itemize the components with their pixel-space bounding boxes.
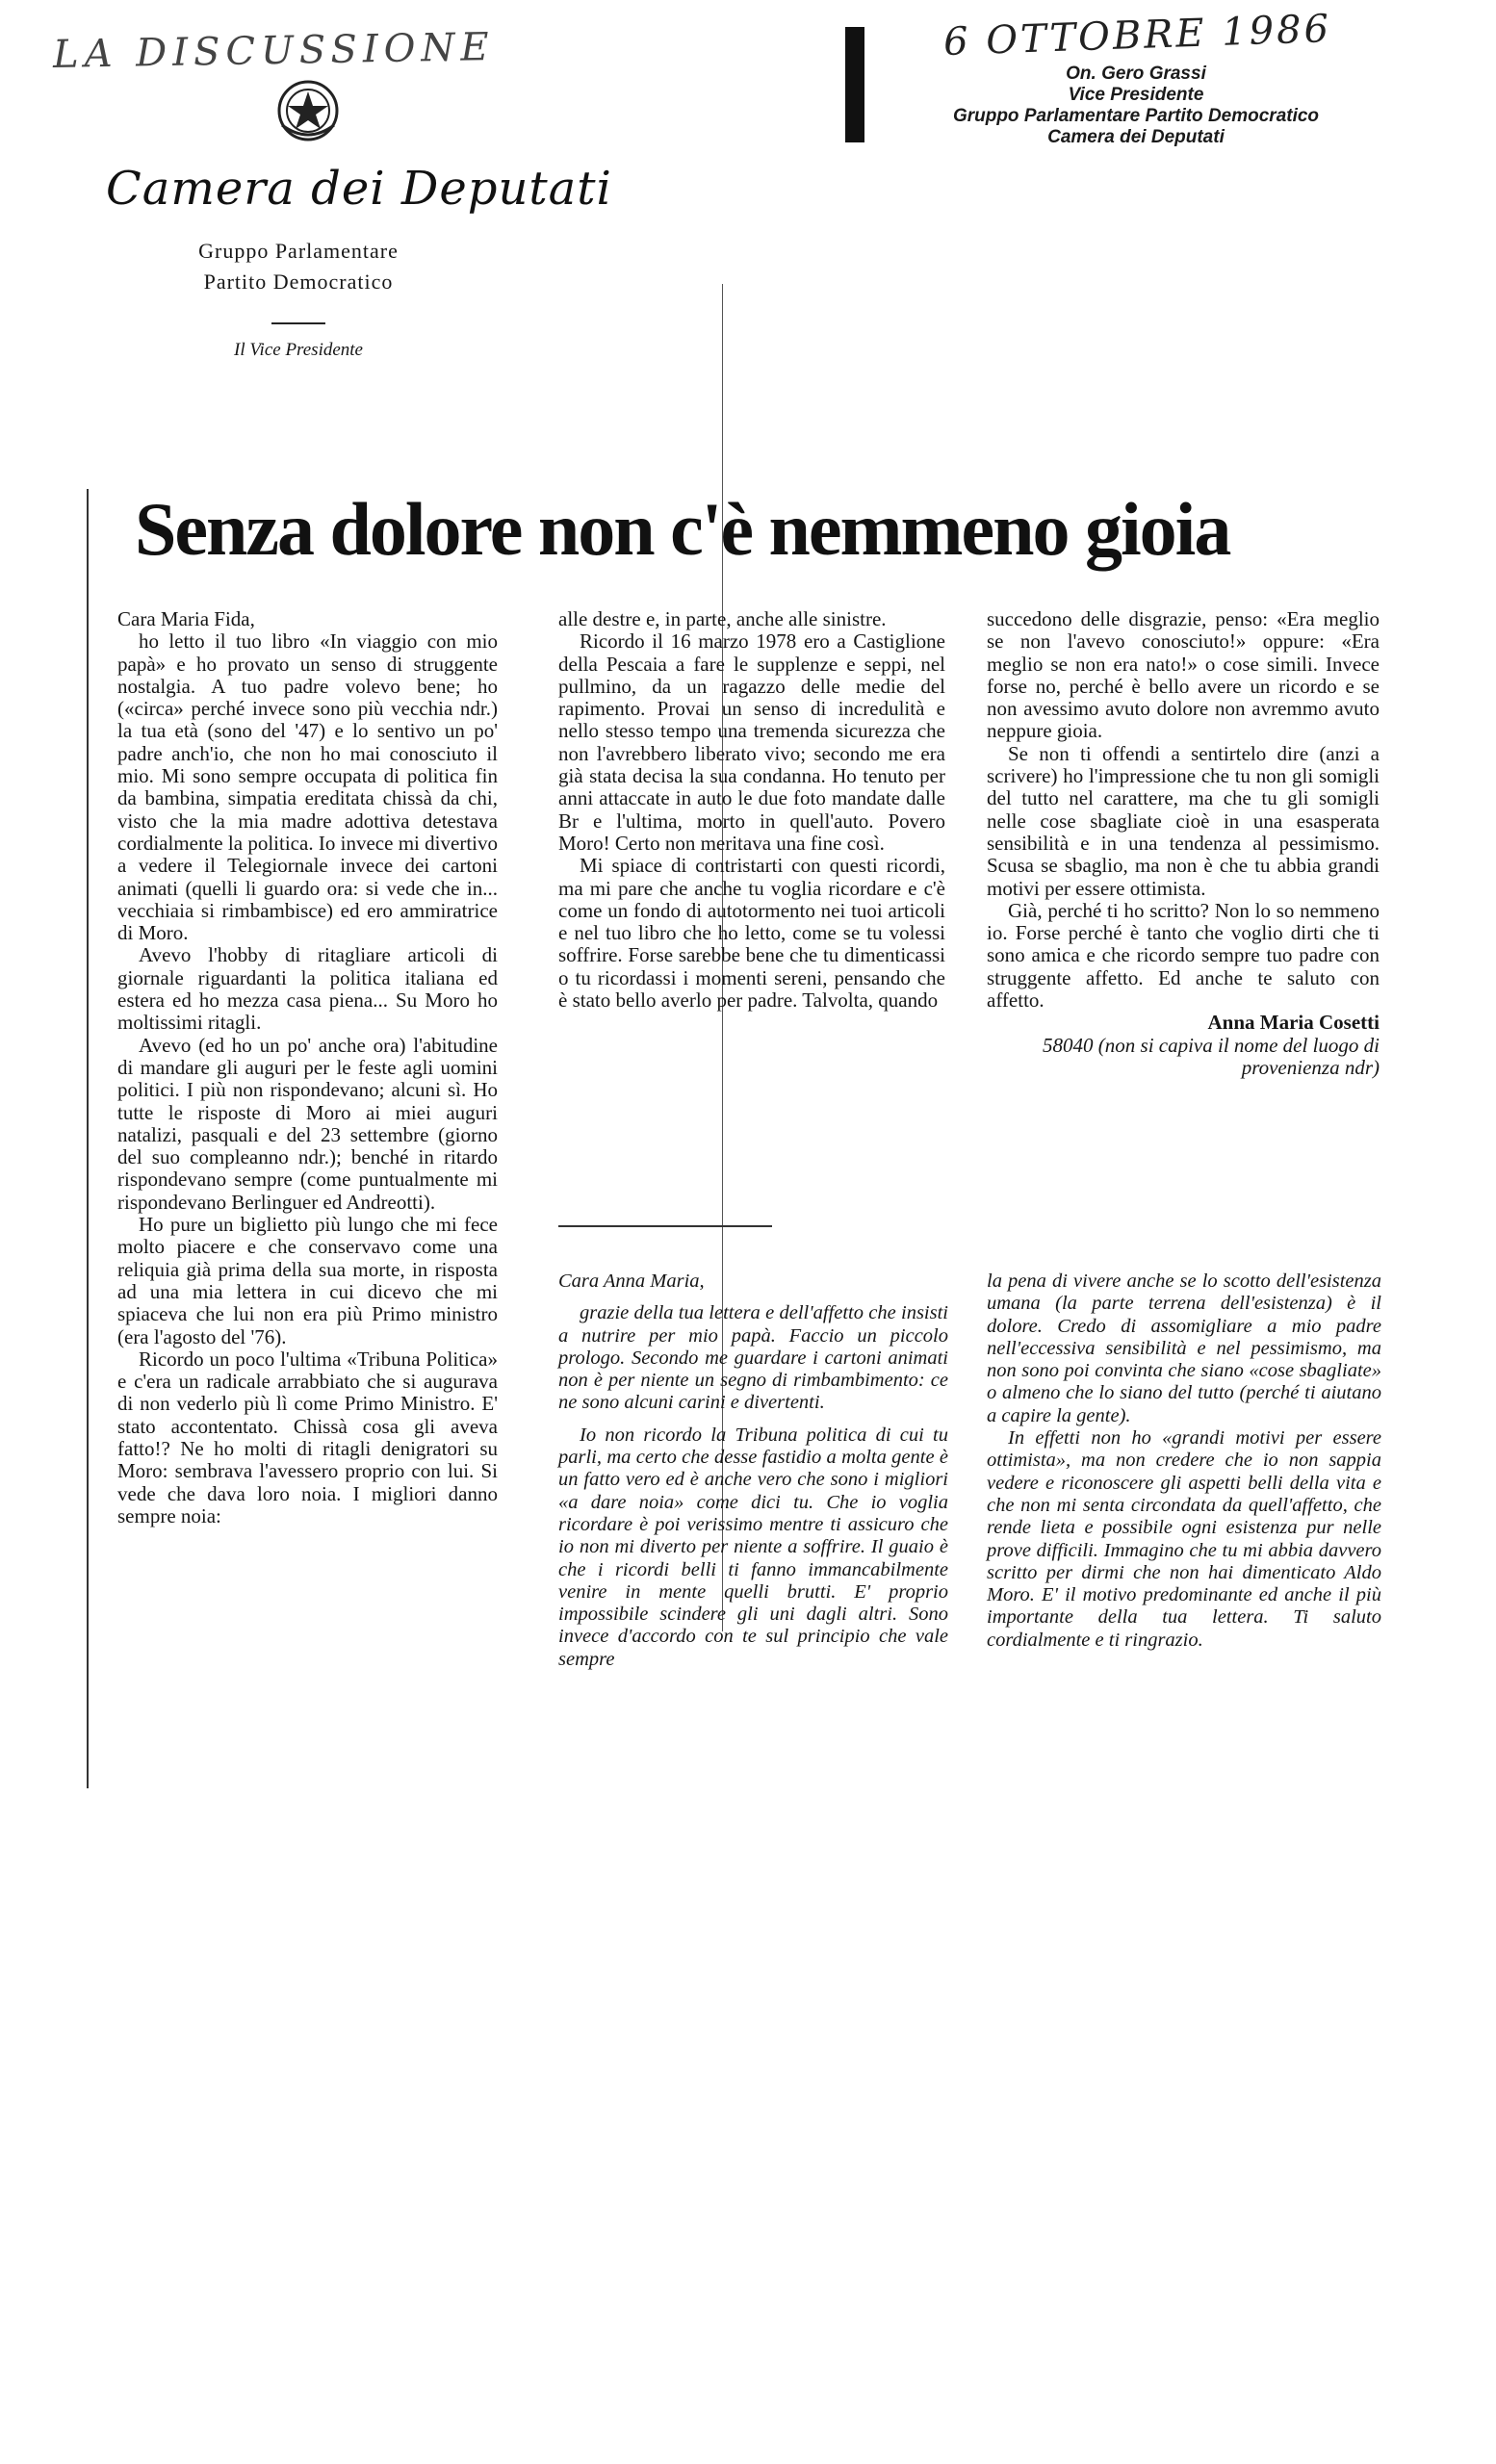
reply-paragraph: In effetti non ho «grandi motivi per essere ottimista», ma non credere che io non sappia vedere e riconoscere gli aspetti belli della vita e che non mi senta circondata da quell'affetto, che rende lieta e possibile ogni esistenza pur nelle prove difficili. Immagino che tu mi abbia davvero scritto per dirmi che non hai dimenticato Aldo Moro. E' il motivo predominante ed anche il più importante della tua lettera. Ti saluto cordialmente e ti ringrazio. — [987, 1427, 1381, 1651]
reply-column-1 — [558, 1270, 948, 1671]
letter-paragraph: Se non ti offendi a sentirtelo dire (anzi a scrivere) ho l'impressione che tu non gli somigli del tutto nel carattere, ma che tu gli somigli nelle cose sbagliate cioè in una esasperata sensibilità e in una tendenza al pessimismo. Scusa se sbaglio, ma non è che tu abbia grandi motivi per essere ottimista. — [987, 741, 1380, 900]
letter-paragraph: Avevo l'hobby di ritagliare articoli di giornale riguardanti la politica italiana ed estera ed ho mezza casa piena... Su Moro ho moltissimi ritagli. — [117, 943, 498, 1035]
stamp-chamber: Camera dei Deputati — [1047, 127, 1225, 147]
letter-column-2 — [558, 608, 945, 1012]
letter-paragraph: succedono delle disgrazie, penso: «Era meglio se non l'avevo conosciuto!» oppure: «Era meglio se non era nato!» o cose simili. Invece forse no, perché è bello avere un ricordo e se non avessimo avuto dolore non avremmo avuto neppure gioia. — [987, 607, 1380, 743]
letter-paragraph: Ricordo un poco l'ultima «Tribuna Politica» e c'era un radicale arrabbiato che si augurava di non vederlo più lì come Primo Ministro. E' stato accontentato. Chissà cosa gli aveva fatto!? Ne ho molti di ritagli denigratori su Moro: sembrava l'avessero proprio con lui. Si vede che dava loro noia. I migliori danno sempre noia: — [117, 1347, 498, 1527]
letterhead-group-line2: Partito Democratico — [203, 270, 394, 294]
letterhead-divider — [271, 322, 325, 324]
letter-paragraph: alle destre e, in parte, anche alle sinistre. — [558, 607, 887, 630]
letterhead-group — [154, 236, 443, 297]
reply-paragraph: Io non ricordo la Tribuna politica di cui tu parli, ma certo che desse fastidio a molta gente è un fatto vero ed è anche vero che sono i migliori «a dare noia» come dici tu. Che io voglia ricordare è poi verissimo mentre ti assicuro che io non mi diverto per niente a soffrire. Il guaio è che i ricordi belli ti fanno immancabilmente venire in mente quelli brutti. E' proprio impossibile scindere gli uni dagli altri. Sono invece d'accordo con te sul principio che vale sempre — [558, 1424, 948, 1670]
letter-paragraph: ho letto il tuo libro «In viaggio con mio papà» e ho provato un senso di struggente nostalgia. A tuo padre volevo bene; ho («circa» perché invece sono più vecchia ndr.) la tua età (sono del '47) e lo sentivo un po' padre anch'io, che non ho mai conosciuto il mio. Mi sono sempre occupata di politica fin da bambina, simpatia ereditata chissà da chi, visto che la mia madre adottiva detestava cordialmente la politica. Io invece mi divertivo a vedere il Telegiornale invece dei cartoni animati (quelli li guardo ora: si vede che in... vecchiaia si rimbambisce) ed ero ammiratrice di Moro. — [117, 629, 498, 945]
handwritten-date: 6 OTTOBRE 1986 — [942, 6, 1332, 65]
letter-paragraph: Ho pure un biglietto più lungo che mi fece molto piacere e che conservavo come una reliquia già prima della sua morte, in risposta ad una mia lettera in cui dicevo che mi spiaceva che lui non era più Primo ministro (era l'agosto del '76). — [117, 1213, 498, 1348]
letter-paragraph: Cara Maria Fida, — [117, 607, 255, 630]
letter-signature: Anna Maria Cosetti — [1207, 1011, 1380, 1035]
letterhead-institution: Camera dei Deputati — [106, 162, 612, 216]
clipping-left-border — [87, 489, 89, 1788]
stamp-role: Vice Presidente — [1068, 85, 1204, 105]
stamp-name: On. Gero Grassi — [1066, 64, 1206, 84]
letter-paragraph: Già, perché ti ho scritto? Non lo so nemmeno io. Forse perché è tanto che voglio dirti che ti sono amica e che ricordo sempre tuo padre con struggente affetto. Ed anche te saluto con affetto. — [987, 898, 1380, 1013]
reply-paragraph: la pena di vivere anche se lo scotto dell'esistenza umana (la parte terrena dell'esistenza) è il dolore. Credo di assomigliare a mio padre nell'eccessiva sensibilità e nel pessimismo, ma non sono poi convinta che siano «cose sbagliate» o almeno che lo siano del tutto (perché ti aiutano a capire la gente). — [987, 1270, 1381, 1426]
reply-paragraph: grazie della tua lettera e dell'affetto che insisti a nutrire per mio papà. Faccio un piccolo prologo. Secondo me guardare i cartoni animati non è per niente un segno di rimbambimento: ce ne sono alcuni carini e divertenti. — [558, 1302, 948, 1414]
letter-paragraph: Ricordo il 16 marzo 1978 ero a Castiglione della Pescaia a fare le supplenze e seppi, nel pullmino, da un ragazzo delle medie del rapimento. Provai un senso di incredulità e nello stesso tempo una tremenda sicurezza che non l'avrebbero liberato vivo; secondo me era già stata decisa la sua condanna. Ho tenuto per anni attaccate in auto le due foto mandate dalle Br e l'ultima, morto in quell'auto. Povero Moro! Certo non meritava una fine così. — [558, 629, 945, 855]
letterhead-role: Il Vice Presidente — [234, 340, 363, 360]
article-headline: Senza dolore non c'è nemmeno gioia — [135, 487, 1230, 571]
stamp-group: Gruppo Parlamentare Partito Democratico — [952, 106, 1320, 126]
republic-emblem-icon — [274, 77, 342, 144]
letter-paragraph: Mi spiace di contristarti con questi ricordi, ma mi pare che anche tu voglia ricordare e c'è come un fondo di autotormento nei tuoi articoli e nel tuo libro che ho letto, come se tu volessi soffrire. Forse sarebbe bene che tu dimenticassi o tu ricordassi i momenti sereni, pensando che è stato bello averlo per padre. Talvolta, quando — [558, 854, 945, 1013]
signature-note: 58040 (non si capiva il nome del luogo di provenienza ndr) — [1043, 1033, 1380, 1079]
letter-column-3 — [987, 608, 1380, 1079]
deputy-stamp — [924, 64, 1348, 148]
handwritten-source-note: LA DISCUSSIONE — [52, 25, 496, 77]
letter-column-1 — [117, 608, 498, 1527]
letter-paragraph: Avevo (ed ho un po' anche ora) l'abitudine di mandare gli auguri per le feste agli uomini politici. I più non rispondevano; alcuni sì. Ho tutte le risposte di Moro ai miei auguri natalizi, pasquali e del 23 settembre (giorno del suo compleanno ndr.); benché in ritardo rispondevano sempre (come puntualmente mi rispondevano Berlinguer ed Andreotti). — [117, 1033, 498, 1214]
scan-edge-strip — [845, 27, 864, 142]
reply-salutation: Cara Anna Maria, — [558, 1270, 705, 1292]
letterhead-group-line1: Gruppo Parlamentare — [198, 239, 399, 263]
reply-column-2 — [987, 1270, 1381, 1652]
reply-divider — [558, 1225, 772, 1227]
